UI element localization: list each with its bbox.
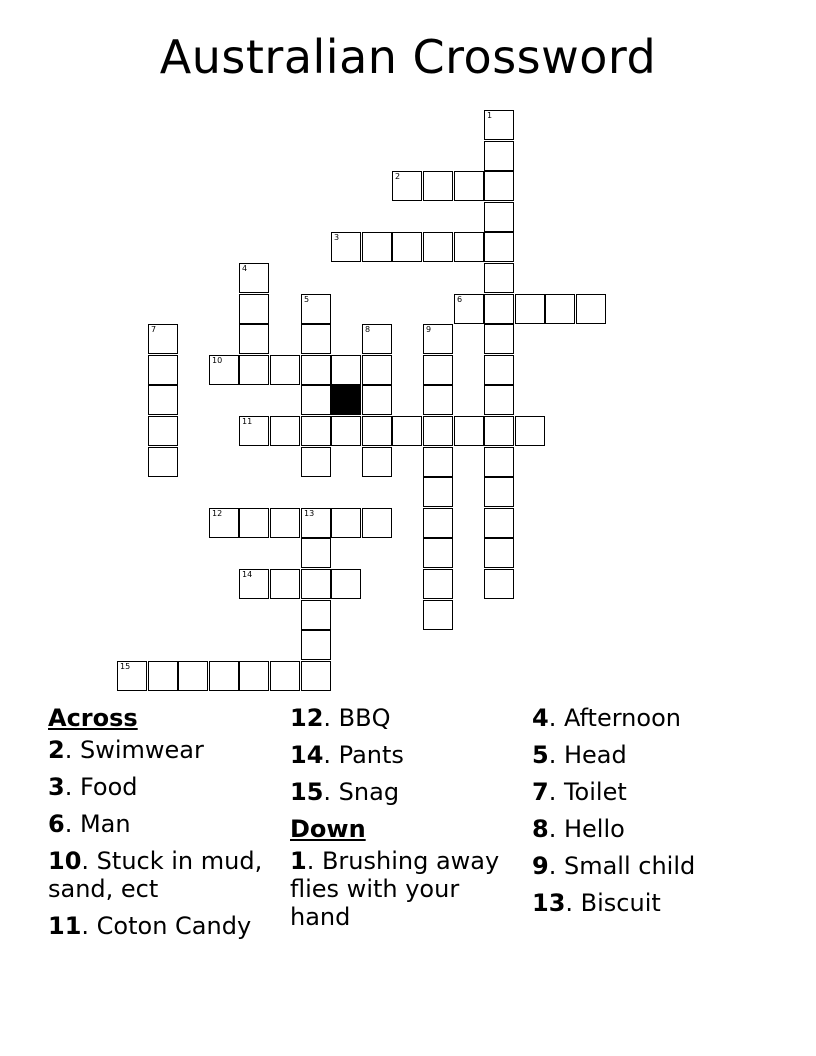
cell-number: 8	[365, 325, 371, 334]
grid-cell[interactable]	[484, 385, 514, 415]
grid-cell[interactable]	[270, 569, 300, 599]
cell-number: 10	[212, 356, 223, 365]
clue-number: 3	[48, 773, 65, 801]
grid-cell[interactable]	[209, 661, 239, 691]
grid-cell[interactable]	[178, 661, 208, 691]
grid-cell[interactable]	[331, 232, 361, 262]
clue-number: 1	[290, 847, 307, 875]
clue-down-7: 7. Toilet	[532, 778, 627, 806]
grid-cell[interactable]	[484, 141, 514, 171]
grid-cell[interactable]	[423, 416, 453, 446]
grid-cell[interactable]	[423, 600, 453, 630]
grid-cell[interactable]	[362, 385, 392, 415]
grid-cell[interactable]	[239, 508, 269, 538]
grid-cell[interactable]	[484, 110, 514, 140]
grid-cell[interactable]	[484, 477, 514, 507]
grid-cell[interactable]	[301, 600, 331, 630]
grid-cell[interactable]	[454, 171, 484, 201]
grid-cell[interactable]	[484, 324, 514, 354]
grid-cell[interactable]	[301, 630, 331, 660]
grid-cell[interactable]	[362, 508, 392, 538]
grid-cell[interactable]	[301, 661, 331, 691]
clue-text: Swimwear	[79, 736, 204, 764]
grid-cell[interactable]	[423, 355, 453, 385]
grid-cell[interactable]	[576, 294, 606, 324]
clue-text: Afternoon	[563, 704, 681, 732]
grid-cell[interactable]	[484, 263, 514, 293]
grid-cell[interactable]	[270, 508, 300, 538]
clue-down-9: 9. Small child	[532, 852, 696, 880]
grid-cell[interactable]	[423, 171, 453, 201]
grid-cell[interactable]	[484, 416, 514, 446]
grid-cell[interactable]	[545, 294, 575, 324]
grid-cell[interactable]	[301, 416, 331, 446]
grid-cell[interactable]	[331, 569, 361, 599]
grid-cell[interactable]	[362, 416, 392, 446]
page-title: Australian Crossword	[159, 30, 657, 84]
clue-across-3: 3. Food	[48, 773, 138, 801]
grid-cell[interactable]	[484, 202, 514, 232]
clue-down-5: 5. Head	[532, 741, 627, 769]
clue-number: 14	[290, 741, 324, 769]
grid-cell[interactable]	[301, 447, 331, 477]
grid-cell[interactable]	[423, 385, 453, 415]
grid-cell[interactable]	[148, 355, 178, 385]
grid-cell[interactable]	[331, 355, 361, 385]
grid-cell[interactable]	[148, 416, 178, 446]
cell-number: 5	[304, 295, 310, 304]
grid-cell[interactable]	[392, 232, 422, 262]
clue-number: 11	[48, 912, 82, 940]
grid-cell[interactable]	[331, 416, 361, 446]
clue-across-14: 14. Pants	[290, 741, 404, 769]
grid-cell[interactable]	[239, 569, 269, 599]
grid-cell[interactable]	[362, 232, 392, 262]
grid-cell[interactable]	[270, 355, 300, 385]
grid-cell[interactable]	[484, 355, 514, 385]
grid-cell[interactable]	[239, 294, 269, 324]
grid-cell[interactable]	[484, 232, 514, 262]
cell-number: 9	[426, 325, 432, 334]
grid-cell[interactable]	[301, 294, 331, 324]
clue-number: 9	[532, 852, 549, 880]
clue-text: Hello	[563, 815, 625, 843]
clue-number: 7	[532, 778, 549, 806]
grid-cell[interactable]	[484, 294, 514, 324]
clue-down-13: 13. Biscuit	[532, 889, 661, 917]
grid-cell[interactable]	[239, 324, 269, 354]
grid-cell[interactable]	[301, 569, 331, 599]
grid-cell[interactable]	[148, 661, 178, 691]
clue-text: Coton Candy	[96, 912, 252, 940]
grid-cell[interactable]	[301, 324, 331, 354]
grid-cell[interactable]	[301, 508, 331, 538]
grid-cell[interactable]	[484, 538, 514, 568]
down-heading: Down	[290, 815, 366, 843]
grid-cell[interactable]	[484, 508, 514, 538]
cell-number: 11	[242, 417, 253, 426]
clue-number: 5	[532, 741, 549, 769]
grid-cell[interactable]	[301, 385, 331, 415]
clue-across-11: 11. Coton Candy	[48, 912, 252, 940]
clue-number: 12	[290, 704, 324, 732]
grid-cell[interactable]	[484, 569, 514, 599]
clue-down-8: 8. Hello	[532, 815, 625, 843]
grid-cell[interactable]	[209, 508, 239, 538]
clue-text: Head	[563, 741, 627, 769]
clue-number: 4	[532, 704, 549, 732]
grid-cell[interactable]	[117, 661, 147, 691]
clues-column-1	[48, 704, 283, 949]
grid-cell[interactable]	[484, 447, 514, 477]
grid-cell[interactable]	[454, 232, 484, 262]
cell-number: 15	[120, 662, 131, 671]
black-cell	[331, 385, 361, 415]
clue-text: Man	[79, 810, 131, 838]
grid-cell[interactable]	[392, 416, 422, 446]
cell-number: 2	[395, 172, 401, 181]
cell-number: 6	[457, 295, 463, 304]
grid-cell[interactable]	[362, 447, 392, 477]
clue-down-1: 1. Brushing away flies with your hand	[290, 847, 500, 931]
clue-number: 6	[48, 810, 65, 838]
clue-text: Snag	[338, 778, 400, 806]
grid-cell[interactable]	[148, 324, 178, 354]
cell-number: 3	[334, 233, 340, 242]
grid-cell[interactable]	[484, 171, 514, 201]
grid-cell[interactable]	[331, 508, 361, 538]
across-heading: Across	[48, 704, 138, 732]
grid-cell[interactable]	[148, 447, 178, 477]
clue-number: 8	[532, 815, 549, 843]
clue-across-10: 10. Stuck in mud, sand, ect	[48, 847, 263, 903]
cell-number: 12	[212, 509, 223, 518]
cell-number: 1	[487, 111, 493, 120]
clue-across-6: 6. Man	[48, 810, 131, 838]
clue-across-15: 15. Snag	[290, 778, 400, 806]
grid-cell[interactable]	[301, 355, 331, 385]
grid-cell[interactable]	[392, 171, 422, 201]
clue-text: Food	[79, 773, 138, 801]
grid-cell[interactable]	[515, 416, 545, 446]
grid-cell[interactable]	[270, 416, 300, 446]
cell-number: 14	[242, 570, 253, 579]
grid-cell[interactable]	[423, 508, 453, 538]
clue-text: Biscuit	[580, 889, 661, 917]
grid-cell[interactable]	[239, 263, 269, 293]
grid-cell[interactable]	[301, 538, 331, 568]
grid-cell[interactable]	[423, 232, 453, 262]
clues-column-2	[290, 704, 525, 940]
clues-column-3	[532, 704, 802, 926]
grid-cell[interactable]	[239, 661, 269, 691]
grid-cell[interactable]	[362, 355, 392, 385]
grid-cell[interactable]	[270, 661, 300, 691]
grid-cell[interactable]	[362, 324, 392, 354]
clue-number: 10	[48, 847, 82, 875]
clue-text: Stuck in mud, sand, ect	[48, 847, 263, 903]
grid-cell[interactable]	[209, 355, 239, 385]
grid-cell[interactable]	[148, 385, 178, 415]
clue-number: 2	[48, 736, 65, 764]
clue-number: 13	[532, 889, 566, 917]
clue-text: BBQ	[338, 704, 391, 732]
grid-cell[interactable]	[454, 416, 484, 446]
clue-text: Toilet	[563, 778, 627, 806]
grid-cell[interactable]	[454, 294, 484, 324]
clue-text: Brushing away flies with your hand	[290, 847, 500, 931]
clue-across-2: 2. Swimwear	[48, 736, 204, 764]
grid-cell[interactable]	[515, 294, 545, 324]
cell-number: 7	[151, 325, 157, 334]
clue-text: Pants	[338, 741, 404, 769]
clue-across-12: 12. BBQ	[290, 704, 391, 732]
cell-number: 4	[242, 264, 248, 273]
clue-text: Small child	[563, 852, 696, 880]
clue-number: 15	[290, 778, 324, 806]
grid-cell[interactable]	[423, 477, 453, 507]
clue-down-4: 4. Afternoon	[532, 704, 681, 732]
grid-cell[interactable]	[423, 324, 453, 354]
grid-cell[interactable]	[423, 569, 453, 599]
grid-cell[interactable]	[423, 538, 453, 568]
grid-cell[interactable]	[239, 416, 269, 446]
cell-number: 13	[304, 509, 315, 518]
grid-cell[interactable]	[239, 355, 269, 385]
grid-cell[interactable]	[423, 447, 453, 477]
